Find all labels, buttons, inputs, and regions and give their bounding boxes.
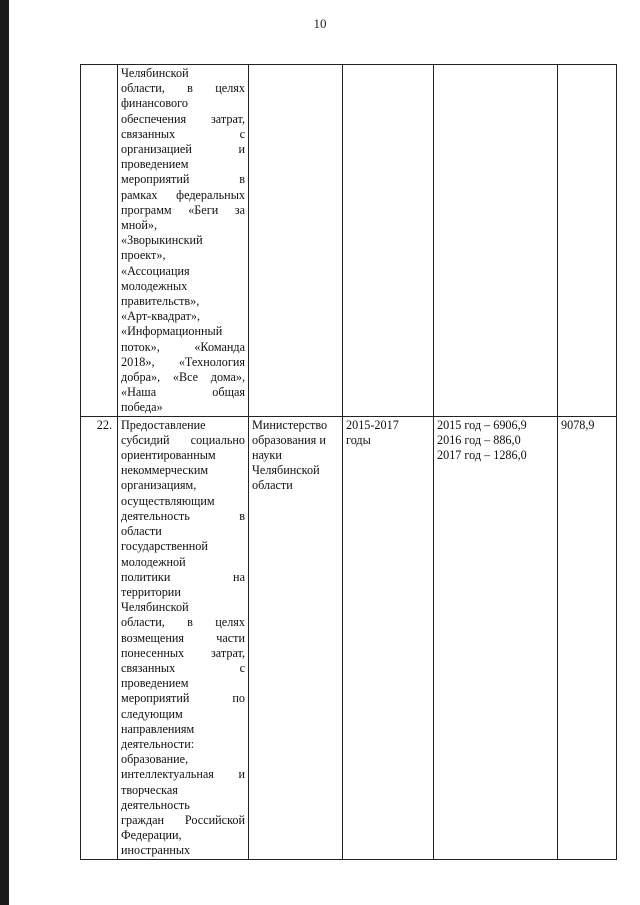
event-name-text (121, 66, 245, 416)
text-line: области (252, 478, 293, 493)
text-line: победа» (121, 400, 163, 415)
funding-cell (434, 65, 558, 417)
text-line: рамках федеральных (121, 187, 245, 202)
text-line: понесенных затрат, (121, 645, 245, 660)
text-line: молодежной (121, 554, 186, 569)
text-line: деятельности: (121, 736, 195, 751)
text-line: организациям, (121, 478, 197, 493)
text-line: «Ассоциация (121, 263, 190, 278)
text-line: субсидий социально (121, 432, 245, 447)
text-line: направлениям (121, 721, 195, 736)
text-line: Челябинской (121, 66, 189, 80)
text-line: «Наша общая (121, 385, 245, 400)
text-line: мероприятий по (121, 691, 245, 706)
text-line: Челябинской (252, 463, 320, 478)
text-line: 2015 год – 6906,9 (437, 417, 527, 432)
text-line: организацией и (121, 142, 245, 157)
text-line: деятельность в (121, 508, 245, 523)
text-line: интеллектуальная и (121, 767, 245, 782)
total-cell: 9078,9 (558, 416, 617, 859)
text-line: территории (121, 584, 181, 599)
funding-text (437, 418, 554, 464)
text-line: граждан Российской (121, 812, 245, 827)
text-line: Предоставление (121, 417, 206, 432)
text-line: мероприятий в (121, 172, 245, 187)
event-name-text (121, 418, 245, 859)
text-line: 2017 год – 1286,0 (437, 448, 527, 463)
text-line: «Зворыкинский (121, 233, 203, 248)
text-line: творческая (121, 782, 178, 797)
term-cell (343, 416, 434, 859)
text-line: ориентированным (121, 448, 216, 463)
term-cell (343, 65, 434, 417)
text-line: Министерство (252, 417, 328, 432)
table-row (81, 65, 617, 417)
text-line: «Информационный (121, 324, 223, 339)
text-line: политики на (121, 569, 245, 584)
text-line: «Арт-квадрат», (121, 309, 200, 324)
text-line: 2015-2017 (346, 417, 399, 432)
text-line: проведением (121, 676, 189, 691)
text-line: образование, (121, 752, 189, 767)
executor-cell (249, 65, 343, 417)
total-cell (558, 65, 617, 417)
text-line: области, в целях (121, 81, 245, 96)
page-number: 10 (313, 16, 327, 31)
text-line: возмещения части (121, 630, 245, 645)
text-line: 2016 год – 886,0 (437, 432, 521, 447)
text-line: деятельность (121, 797, 190, 812)
row-number (81, 65, 118, 417)
text-line: области, в целях (121, 615, 245, 630)
text-line: следующим (121, 706, 183, 721)
text-line: годы (346, 432, 371, 447)
executor-cell (249, 416, 343, 859)
text-line: обеспечения затрат, (121, 111, 245, 126)
term-text (346, 418, 430, 448)
text-line: проект», (121, 248, 166, 263)
text-line: поток», «Команда (121, 339, 245, 354)
text-line: государственной (121, 539, 208, 554)
text-line: финансового (121, 96, 188, 111)
text-line: связанных с (121, 126, 245, 141)
row-number: 22. (81, 416, 118, 859)
text-line: добра», «Все дома», (121, 370, 245, 385)
text-line: правительств», (121, 294, 200, 309)
text-line: Федерации, (121, 828, 182, 843)
text-line: молодежных (121, 278, 188, 293)
executor-text (252, 418, 339, 494)
text-line: некоммерческим (121, 463, 209, 478)
text-line: науки (252, 448, 282, 463)
table-row (81, 416, 617, 859)
text-line: проведением (121, 157, 189, 172)
text-line: мной», (121, 218, 157, 233)
text-line: Челябинской (121, 600, 189, 615)
text-line: области (121, 524, 162, 539)
text-line: связанных с (121, 660, 245, 675)
text-line: иностранных (121, 843, 191, 858)
text-line: образования и (252, 432, 326, 447)
program-table (80, 64, 617, 860)
scan-edge (0, 0, 9, 905)
event-name-cell (118, 65, 249, 417)
funding-cell (434, 416, 558, 859)
event-name-cell (118, 416, 249, 859)
text-line: осуществляющим (121, 493, 215, 508)
text-line: 2018», «Технология (121, 354, 245, 369)
text-line: программ «Беги за (121, 202, 245, 217)
